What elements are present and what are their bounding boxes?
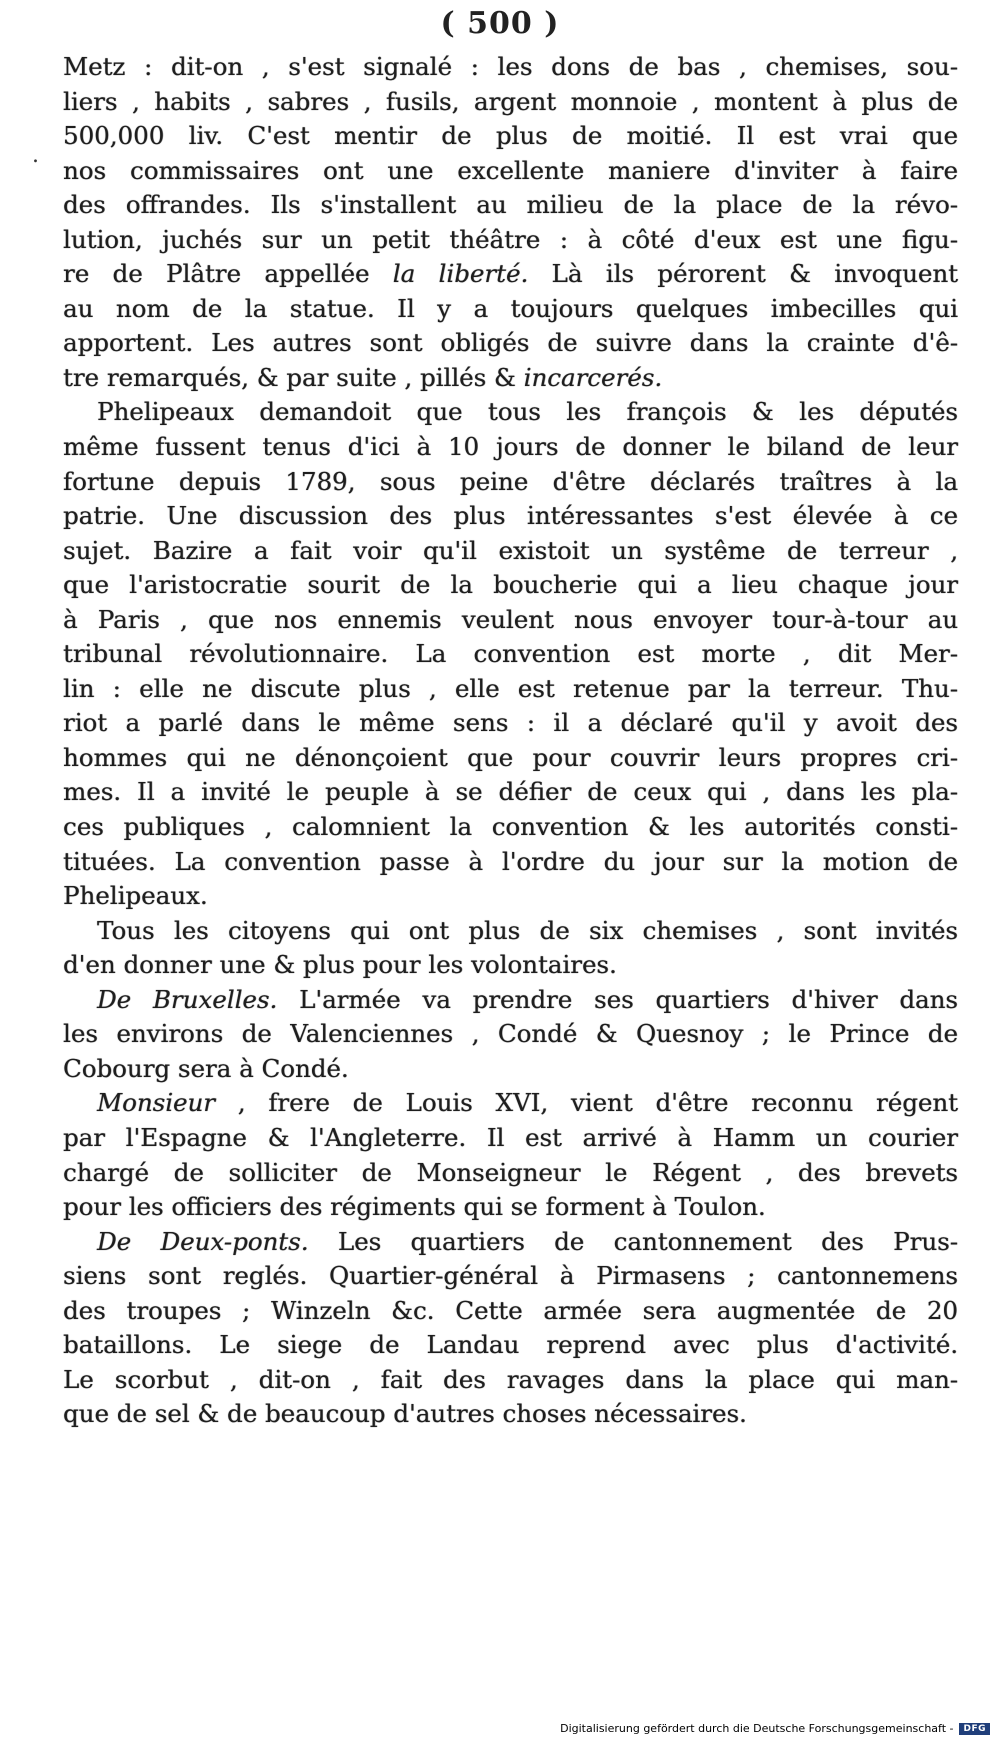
text-line (63, 361, 958, 396)
text-line (63, 223, 958, 258)
text-line (63, 1225, 958, 1260)
text-line (63, 188, 958, 223)
text-segment: que de sel & de beaucoup d'autres choses nécessaires. (63, 1399, 747, 1429)
text-segment: Cobourg sera à Condé. (63, 1053, 349, 1083)
text-segment: lution, juchés sur un petit théâtre : à côté d'eux est une figu- (63, 224, 958, 254)
text-line (63, 948, 958, 983)
text-segment: re de Plâtre appellée (63, 259, 393, 289)
text-segment: 500,000 liv. C'est mentir de plus de moitié. Il est vrai que (63, 121, 958, 151)
text-line (63, 1397, 958, 1432)
text-line (63, 257, 958, 292)
text-line (63, 1086, 958, 1121)
text-line (63, 499, 958, 534)
text-segment: Phelipeaux. (63, 881, 208, 911)
text-line (63, 1017, 958, 1052)
text-line (63, 1121, 958, 1156)
italic-text: Monsieur (97, 1088, 216, 1118)
text-line (63, 395, 958, 430)
italic-text: la liberté. (392, 259, 529, 289)
text-segment: fortune depuis 1789, sous peine d'être déclarés traîtres à la (63, 466, 958, 496)
text-line (63, 879, 958, 914)
article-text (63, 50, 958, 1432)
text-line (63, 534, 958, 569)
text-line (63, 568, 958, 603)
text-segment: tribunal révolutionnaire. La convention est morte , dit Mer- (63, 639, 958, 669)
text-segment: les environs de Valenciennes , Condé & Quesnoy ; le Prince de (63, 1019, 958, 1049)
text-line (63, 706, 958, 741)
text-segment: patrie. Une discussion des plus intéressantes s'est élevée à ce (63, 501, 958, 531)
text-segment: Là ils pérorent & invoquent (528, 259, 958, 289)
text-line (63, 119, 958, 154)
text-segment: à Paris , que nos ennemis veulent nous envoyer tour-à-tour au (63, 604, 958, 634)
text-segment: ces publiques , calomnient la convention & les autorités consti- (63, 812, 958, 842)
text-segment: des troupes ; Winzeln &c. Cette armée sera augmentée de 20 (63, 1295, 958, 1325)
text-segment: apportent. Les autres sont obligés de suivre dans la crainte d'ê- (63, 328, 958, 358)
text-segment: d'en donner une & plus pour les volontaires. (63, 950, 617, 980)
text-segment: nos commissaires ont une excellente maniere d'inviter à faire (63, 155, 958, 185)
margin-mark: . (32, 143, 39, 168)
text-line (63, 50, 958, 85)
text-segment: que l'aristocratie sourit de la boucherie qui a lieu chaque jour (63, 570, 958, 600)
text-segment: siens sont reglés. Quartier-général à Pirmasens ; cantonnemens (63, 1261, 958, 1291)
text-segment: L'armée va prendre ses quartiers d'hiver dans (277, 984, 958, 1014)
text-line (63, 1294, 958, 1329)
text-line (63, 603, 958, 638)
text-segment: tre remarqués, & par suite , pillés & (63, 362, 524, 392)
text-segment: , frere de Louis XVI, vient d'être reconnu régent (215, 1088, 958, 1118)
italic-text: De Bruxelles. (97, 984, 278, 1014)
text-segment: riot a parlé dans le même sens : il a déclaré qu'il y avoit des (63, 708, 958, 738)
text-line (63, 845, 958, 880)
text-segment: sujet. Bazire a fait voir qu'il existoit un systême de terreur , (63, 535, 958, 565)
text-line (63, 914, 958, 949)
text-segment: chargé de solliciter de Monseigneur le Régent , des brevets (63, 1157, 958, 1187)
text-line (63, 85, 958, 120)
text-segment: au nom de la statue. Il y a toujours quelques imbecilles qui (63, 293, 958, 323)
italic-text: De Deux-ponts. (97, 1226, 309, 1256)
text-line (63, 430, 958, 465)
text-line (63, 637, 958, 672)
text-segment: des offrandes. Ils s'installent au milieu de la place de la révo- (63, 190, 958, 220)
text-line (63, 1259, 958, 1294)
text-line (63, 1052, 958, 1087)
text-segment: mes. Il a invité le peuple à se défier de ceux qui , dans les pla- (63, 777, 958, 807)
text-segment: Metz : dit-on , s'est signalé : les dons de bas , chemises, sou- (63, 52, 958, 81)
text-segment: bataillons. Le siege de Landau reprend avec plus d'activité. (63, 1330, 958, 1360)
funding-credit: Digitalisierung gefördert durch die Deutsche Forschungsgemeinschaft - (560, 1722, 954, 1735)
italic-text: incarcerés. (523, 362, 663, 392)
footer (560, 1722, 990, 1735)
text-line (63, 1363, 958, 1398)
text-segment: Le scorbut , dit-on , fait des ravages dans la place qui man- (63, 1364, 958, 1394)
text-segment: par l'Espagne & l'Angleterre. Il est arrivé à Hamm un courier (63, 1122, 958, 1152)
text-line (63, 1190, 958, 1225)
text-line (63, 154, 958, 189)
text-line (63, 1156, 958, 1191)
page-number: ( 500 ) (440, 6, 560, 41)
text-line (63, 741, 958, 776)
text-segment: lin : elle ne discute plus , elle est retenue par la terreur. Thu- (63, 673, 958, 703)
text-segment: tituées. La convention passe à l'ordre du jour sur la motion de (63, 846, 958, 876)
text-line (63, 672, 958, 707)
text-segment: Phelipeaux demandoit que tous les françois & les députés (97, 397, 958, 427)
text-line (63, 775, 958, 810)
text-segment: hommes qui ne dénonçoient que pour couvrir leurs propres cri- (63, 742, 958, 772)
text-line (63, 1328, 958, 1363)
text-segment: pour les officiers des régiments qui se forment à Toulon. (63, 1192, 766, 1222)
text-segment: Les quartiers de cantonnement des Prus- (308, 1226, 959, 1256)
text-line (63, 292, 958, 327)
text-line (63, 326, 958, 361)
text-line (63, 465, 958, 500)
text-segment: Tous les citoyens qui ont plus de six chemises , sont invités (97, 915, 958, 945)
text-line (63, 983, 958, 1018)
text-segment: liers , habits , sabres , fusils, argent monnoie , montent à plus de (63, 86, 958, 116)
dfg-logo: DFG (959, 1723, 990, 1735)
text-segment: même fussent tenus d'ici à 10 jours de donner le biland de leur (63, 432, 958, 462)
text-line (63, 810, 958, 845)
